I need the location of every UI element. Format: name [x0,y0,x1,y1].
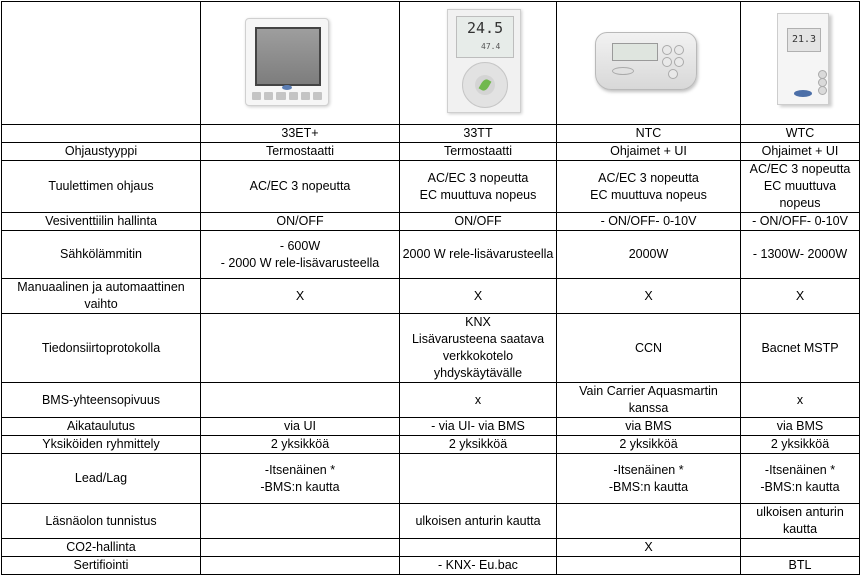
cell-text: EC muuttuva nopeus [419,187,537,202]
cell-wtc [741,279,860,314]
cell-33et-plus [201,213,400,231]
cell-text: - 1300W- 2000W [752,247,848,261]
table-row [2,143,860,161]
cell-wtc [741,539,860,557]
cell-text: BTL [788,558,812,572]
cell-text: CCN [634,340,663,355]
cell-33et-plus [201,418,400,436]
cell-text: Lisävarusteena saatava [411,332,545,346]
cell-text: - 2000 W rele-lisävarusteella [220,255,380,270]
cell-ntc [557,504,741,539]
cell-33tt [400,383,557,418]
ntc-image-cell [557,2,741,125]
comparison-table [1,1,860,575]
cell-33et-plus [201,504,400,539]
cell-33et-plus [201,436,400,454]
table-row [2,436,860,454]
table-row [2,213,860,231]
table-row [2,454,860,504]
table-row [2,161,860,213]
cell-text: Termostaatti [265,144,335,158]
cell-wtc [741,143,860,161]
cell-text: -Itsenäinen * [764,462,836,477]
cell-text: X [795,288,805,303]
row-label: CO2-hallinta [2,539,201,557]
cell-33tt [400,161,557,213]
33tt-display-sub: 47.4 [481,42,501,51]
cell-text: 2 yksikköä [270,437,330,451]
cell-ntc [557,143,741,161]
33et-plus-image-cell [201,2,400,125]
cell-text: AC/EC 3 nopeutta [598,170,699,185]
33et-plus-thermostat-image [245,18,329,106]
row-label: Lead/Lag [2,454,201,504]
row-label: Manuaalinen ja automaattinen vaihto [2,279,201,314]
row-label: Aikataulutus [2,418,201,436]
cell-33et-plus [201,557,400,575]
cell-ntc [557,436,741,454]
row-label: Sertifiointi [2,557,201,575]
cell-wtc [741,383,860,418]
row-label: Läsnäolon tunnistus [2,504,201,539]
33tt-thermostat-image [447,9,521,113]
cell-ntc [557,231,741,279]
cell-ntc [557,539,741,557]
cell-text: 2000 W rele-lisävarusteella [402,247,554,261]
cell-text: - 600W [279,238,321,253]
cell-text: x [796,392,804,407]
table-row [2,231,860,279]
row-label: Yksiköiden ryhmittely [2,436,201,454]
cell-ntc [557,161,741,213]
cell-wtc [741,454,860,504]
row-label: Vesiventtiilin hallinta [2,213,201,231]
cell-wtc [741,213,860,231]
row-label: Tuulettimen ohjaus [2,161,201,213]
cell-text: - ON/OFF- 0-10V [752,214,848,228]
cell-text: X [644,288,653,303]
cell-text: -BMS:n kautta [260,479,340,494]
image-row [2,2,860,125]
row-label: BMS-yhteensopivuus [2,383,201,418]
cell-text: - KNX- Eu.bac [438,558,518,572]
cell-text: via BMS [776,419,824,433]
model-name-33tt: 33TT [400,125,557,143]
cell-33et-plus [201,231,400,279]
table-row [2,539,860,557]
cell-text: via BMS [625,419,672,433]
leaf-icon [479,78,492,92]
table-row [2,279,860,314]
cell-33et-plus [201,161,400,213]
cell-text: x [474,392,482,407]
cell-text: ulkoisen anturin [756,505,844,519]
cell-wtc [741,418,860,436]
cell-33tt [400,213,557,231]
cell-text: -BMS:n kautta [760,479,840,494]
cell-wtc [741,231,860,279]
cell-33tt [400,436,557,454]
cell-text: -BMS:n kautta [608,479,689,494]
cell-text: AC/EC 3 nopeutta [427,170,529,185]
cell-ntc [557,213,741,231]
table-row [2,557,860,575]
cell-33tt [400,279,557,314]
model-header-label [2,125,201,143]
cell-ntc [557,383,741,418]
cell-text: X [295,288,305,303]
row-label: Tiedonsiirtoprotokolla [2,314,201,383]
cell-33tt [400,454,557,504]
cell-text: 2 yksikköä [448,437,508,451]
model-name-33et-plus: 33ET+ [201,125,400,143]
cell-33tt [400,143,557,161]
cell-33et-plus [201,143,400,161]
cell-ntc [557,454,741,504]
cell-ntc [557,279,741,314]
33tt-image-cell [400,2,557,125]
cell-ntc [557,314,741,383]
cell-33tt [400,539,557,557]
cell-33et-plus [201,454,400,504]
corner-cell [2,2,201,125]
cell-text: - via UI- via BMS [431,419,525,433]
table-row [2,383,860,418]
cell-text: KNX [465,315,491,329]
ntc-controller-image [595,32,697,90]
cell-33tt [400,418,557,436]
cell-33et-plus [201,314,400,383]
wtc-display: 21.3 [787,28,821,52]
cell-text: Ohjaimet + UI [761,144,839,158]
cell-text: Ohjaimet + UI [610,144,687,158]
cell-text: 2 yksikköä [619,437,678,451]
model-name-wtc: WTC [741,125,860,143]
cell-ntc [557,557,741,575]
cell-33et-plus [201,279,400,314]
cell-text: -Itsenäinen * [264,462,336,477]
table-row [2,504,860,539]
cell-text: X [644,540,653,554]
cell-text: Bacnet MSTP [761,340,839,355]
cell-text: ulkoisen anturin kautta [415,513,541,528]
cell-wtc [741,504,860,539]
cell-text: ON/OFF [276,214,324,228]
cell-33et-plus [201,383,400,418]
cell-text: kautta [782,522,818,536]
row-label: Sähkölämmitin [2,231,201,279]
row-label: Ohjaustyyppi [2,143,201,161]
cell-text: EC muuttuva nopeus [763,179,837,210]
cell-text: 2000W [628,247,669,261]
cell-text: -Itsenäinen * [613,462,684,477]
cell-wtc [741,161,860,213]
cell-text: ON/OFF [454,214,502,228]
table-row [2,418,860,436]
wtc-controller-image [777,13,829,105]
model-header-row [2,125,860,143]
cell-ntc [557,418,741,436]
table-row [2,314,860,383]
cell-text: X [473,288,483,303]
cell-wtc [741,436,860,454]
cell-wtc [741,314,860,383]
cell-33tt [400,314,557,383]
wtc-image-cell [741,2,860,125]
cell-text: Termostaatti [443,144,513,158]
33tt-display-temp: 24.5 [467,19,504,37]
cell-text: - ON/OFF- 0-10V [600,214,697,228]
cell-33tt [400,504,557,539]
cell-text: via UI [284,419,316,433]
cell-text: verkkokotelo yhdyskäytävälle [433,349,523,380]
cell-text: EC muuttuva nopeus [590,187,707,202]
cell-33et-plus [201,539,400,557]
cell-text: AC/EC 3 nopeutta [749,162,851,176]
cell-33tt [400,557,557,575]
cell-text: AC/EC 3 nopeutta [249,179,351,193]
cell-text: 2 yksikköä [770,437,830,451]
cell-wtc [741,557,860,575]
cell-33tt [400,231,557,279]
cell-text: Vain Carrier Aquasmartin kanssa [579,384,718,415]
model-name-ntc: NTC [557,125,741,143]
